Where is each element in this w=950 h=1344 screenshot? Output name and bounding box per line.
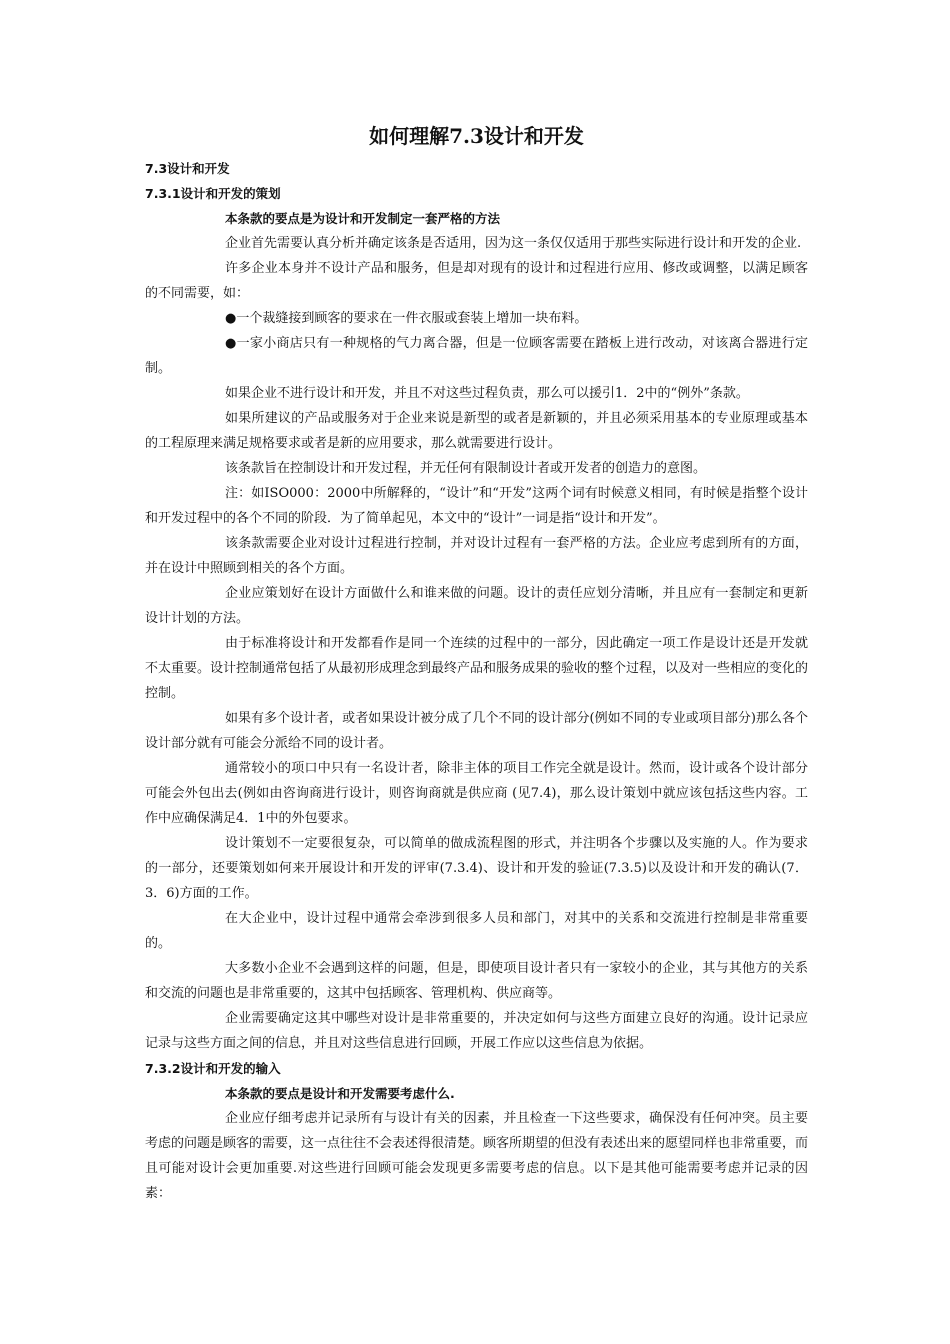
- keypoint-planning: 本条款的要点是为设计和开发制定一套严格的方法: [225, 211, 501, 226]
- paragraph: 通常较小的项口中只有一名设计者，除非主体的项目工作完全就是设计。然而，设计或各个设计部分可能会外包出去(例如由咨询商进行设计，则咨询商就是供应商 (见7.4)，那么设计策划中就应该包括这些内容。工作中应确保满足4．1中的外包要求。: [145, 761, 808, 826]
- paragraph: 企业需要确定这其中哪些对设计是非常重要的，并决定如何与这些方面建立良好的沟通。设计记录应记录与这些方面之间的信息，并且对这些信息进行回顾，开展工作应以这些信息为依据。: [145, 1011, 808, 1051]
- paragraph: 在大企业中，设计过程中通常会牵涉到很多人员和部门，对其中的关系和交流进行控制是非常重要的。: [145, 911, 808, 951]
- paragraph: 如果企业不进行设计和开发，并且不对这些过程负责，那么可以援引1．2中的“例外”条款。: [225, 386, 749, 401]
- bullet-item: ●一个裁缝接到顾客的要求在一件衣服或套装上增加一块布料。: [225, 311, 588, 326]
- note-paragraph: 注：如ISO000：2000中所解释的，“设计”和“开发”这两个词有时候意义相同，有时候是指整个设计和开发过程中的各个不同的阶段．为了简单起见，本文中的“设计”一词是指“设计和开发”。: [145, 486, 808, 526]
- document-page: [145, 118, 808, 1206]
- paragraph: 大多数小企业不会遇到这样的问题，但是，即使项目设计者只有一家较小的企业，其与其他方的关系和交流的问题也是非常重要的，这其中包括顾客、管理机构、供应商等。: [145, 961, 808, 1001]
- paragraph: 企业应仔细考虑并记录所有与设计有关的因素，并且检查一下这些要求，确保没有任何冲突。员主要考虑的问题是顾客的需要，这一点往往不会表述得很清楚。顾客所期望的但没有表述出来的愿望同样也非常重要，而且可能对设计会更加重要.对这些进行回顾可能会发现更多需要考虑的信息。以下是其他可能需要考虑并记录的因素：: [145, 1111, 809, 1201]
- paragraph: 该条款旨在控制设计和开发过程，并无任何有限制设计者或开发者的创造力的意图。: [225, 461, 707, 476]
- subsection-heading-input: 7.3.2设计和开发的输入: [145, 1061, 281, 1076]
- paragraph: 如果有多个设计者，或者如果设计被分成了几个不同的设计部分(例如不同的专业或项目部分)那么各个设计部分就有可能会分派给不同的设计者。: [145, 711, 808, 751]
- section-heading: 7.3设计和开发: [145, 161, 230, 176]
- paragraph: 企业首先需要认真分析并确定该条是否适用，因为这一条仅仅适用于那些实际进行设计和开发的企业.: [225, 236, 802, 251]
- paragraph: 设计策划不一定要很复杂，可以简单的做成流程图的形式，并注明各个步骤以及实施的人。作为要求的一部分，还要策划如何来开展设计和开发的评审(7.3.4)、设计和开发的验证(7.3.5)以及设计和开发的确认(7．3．6)方面的工作。: [145, 836, 808, 901]
- document-title: 如何理解7.3设计和开发: [369, 124, 584, 148]
- bullet-item: ●一家小商店只有一种规格的气力离合器，但是一位顾客需要在踏板上进行改动，对该离合器进行定制。: [145, 336, 808, 376]
- keypoint-input: 本条款的要点是设计和开发需要考虑什么.: [225, 1086, 455, 1101]
- paragraph: 如果所建议的产品或服务对于企业来说是新型的或者是新颖的，并且必须采用基本的专业原理或基本的工程原理来满足规格要求或者是新的应用要求，那么就需要进行设计。: [145, 411, 808, 451]
- subsection-heading-planning: 7.3.1设计和开发的策划: [145, 186, 281, 201]
- paragraph: 由于标准将设计和开发都看作是同一个连续的过程中的一部分，因此确定一项工作是设计还是开发就不太重要。设计控制通常包括了从最初形成理念到最终产品和服务成果的验收的整个过程，以及对一些相应的变化的控制。: [145, 636, 809, 701]
- paragraph: 企业应策划好在设计方面做什么和谁来做的问题。设计的责任应划分清晰，并且应有一套制定和更新设计计划的方法。: [145, 586, 808, 626]
- paragraph: 许多企业本身并不设计产品和服务，但是却对现有的设计和过程进行应用、修改或调整，以满足顾客的不同需要，如：: [145, 261, 808, 301]
- paragraph: 该条款需要企业对设计过程进行控制，并对设计过程有一套严格的方法。企业应考虑到所有的方面，并在设计中照顾到相关的各个方面。: [145, 536, 808, 576]
